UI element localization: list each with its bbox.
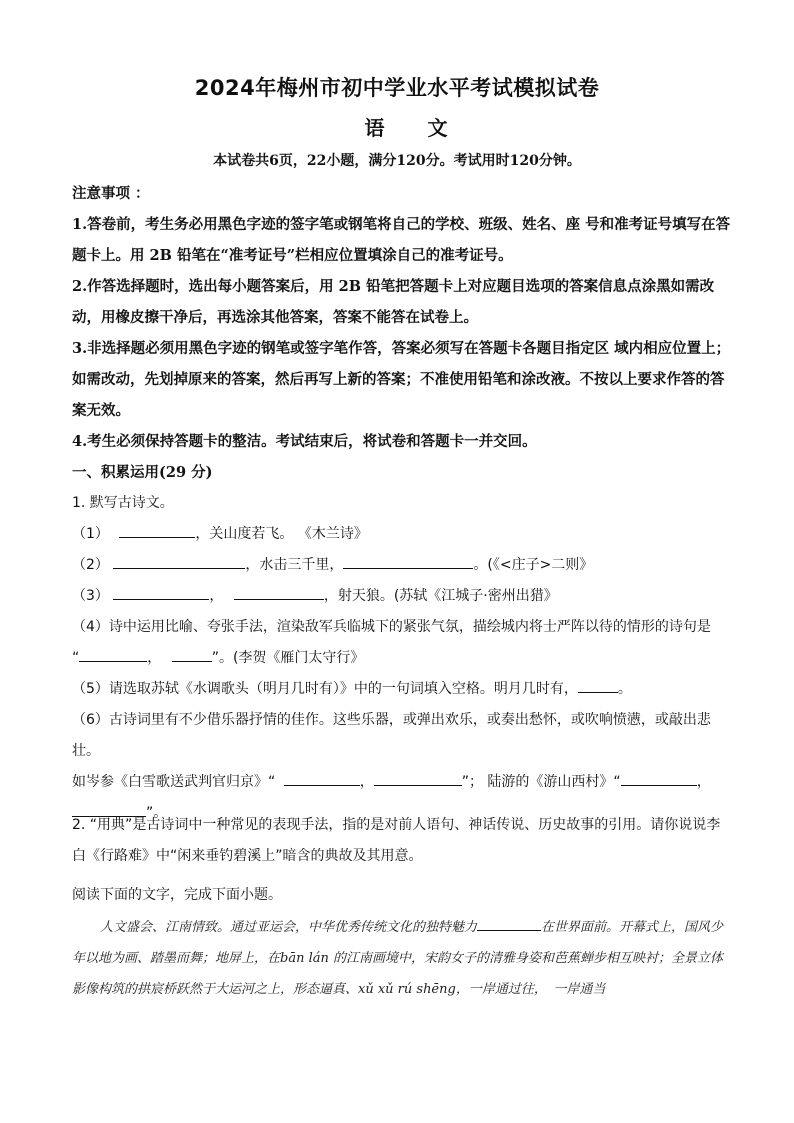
item-text: 如岑参《白雪歌送武判官归京》“	[72, 774, 276, 790]
answer-blank[interactable]	[343, 554, 473, 569]
answer-blank[interactable]	[621, 771, 697, 786]
item-number: （2）	[72, 557, 109, 573]
item-number: （1）	[72, 526, 109, 542]
exam-info: 本试卷共6页，22小题，满分120分。考试用时120分钟。	[213, 153, 581, 169]
question-1	[72, 488, 732, 829]
item-text: （6）古诗词里有不少借乐器抒情的佳作。这些乐器，或弹出欢乐，或奏出愁怀，或吹响愤懑，或敲出悲壮。	[72, 712, 711, 759]
item-text: ，	[359, 774, 374, 790]
item-text: ”。	[146, 805, 168, 821]
item-text: ，射天狼。(苏轼《江城子·密州出猎》	[323, 588, 558, 604]
notice-item-4: 4.考生必须保持答题卡的整洁。考试结束后，将试卷和答题卡一并交回。	[72, 433, 537, 450]
reading-intro: 阅读下面的文字，完成下面小题。	[72, 887, 282, 903]
item-text: 。(《<庄子>二则》	[473, 557, 594, 573]
section-heading: 一、积累运用(29 分)	[72, 464, 213, 481]
question-1-item-2	[72, 550, 732, 581]
answer-blank[interactable]	[113, 554, 245, 569]
subject-heading: 语 文	[364, 116, 466, 140]
question-1-item-5	[72, 674, 732, 705]
item-text: （5）请选取苏轼《水调歌头（明月几时有）》中的一句词填入空格。明月几时有，	[72, 681, 578, 697]
notice-item-1: 1.答卷前，考生务必用黑色字迹的签字笔或钢笔将自己的学校、班级、姓名、座 号和准考证号填写在答题卡上。用 2B 铅笔在“准考证号”栏相应位置填涂自己的准考证号。	[72, 216, 731, 264]
question-1-item-3	[72, 581, 732, 612]
item-text: ，	[147, 650, 162, 666]
item-text: 。	[617, 681, 632, 697]
answer-blank[interactable]	[119, 523, 195, 538]
answer-blank[interactable]	[234, 585, 324, 600]
item-text: ”。(李贺《雁门太守行》	[211, 650, 365, 666]
answer-blank[interactable]	[284, 771, 360, 786]
question-1-stem: 1. 默写古诗文。	[72, 495, 174, 511]
question-1-item-1	[72, 519, 732, 550]
answer-blank[interactable]	[79, 647, 147, 662]
item-text: “	[72, 650, 80, 666]
question-2: 2. “用典”是古诗词中一种常见的表现手法，指的是对前人语句、神话传说、历史故事的引用。请你说说李白《行路难》中“闲来垂钓碧溪上”暗含的典故及其用意。	[72, 817, 721, 864]
notice-section	[72, 178, 732, 457]
answer-blank[interactable]	[374, 771, 462, 786]
item-text: ”； 陆游的《游山西村》“	[461, 774, 621, 790]
answer-blank[interactable]	[477, 916, 541, 931]
reading-passage	[72, 912, 732, 1005]
exam-title: 2024年梅州市初中学业水平考试模拟试卷	[194, 76, 600, 100]
passage-text: 人文盛会、江南情致。通过亚运会，中华优秀传统文化的独特魅力	[100, 920, 478, 935]
answer-blank[interactable]	[172, 647, 212, 662]
item-text: ，	[696, 774, 711, 790]
question-1-item-4	[72, 612, 732, 674]
item-text: （4）诗中运用比喻、夸张手法，渲染敌军兵临城下的紧张气氛，描绘城内将士严阵以待的情形的诗句是	[72, 619, 711, 635]
notice-item-3: 3.非选择题必须用黑色字迹的钢笔或签字笔作答，答案必须写在答题卡各题目指定区 域内相应位置上；如需改动，先划掉原来的答案，然后再写上新的答案；不准使用铅笔和涂改液。不按以上要求作答的答案无效。	[72, 340, 731, 419]
passage-text: 在世界面前。开幕式上，国风少年以地为画、踏墨而舞；地屏上，在bān lán 的江南画境中，宋韵女子的清雅身姿和芭蕉蝉步相互映衬；全景立体影像构筑的拱宸桥跃然于大运河之上，形态逼真、xǔ xǔ rú shēng，一岸通过往， 一岸通当	[72, 920, 724, 997]
answer-blank[interactable]	[578, 678, 618, 693]
item-text: ，关山度若飞。 《木兰诗》	[195, 526, 368, 542]
notice-item-2: 2.作答选择题时，选出每小题答案后，用 2B 铅笔把答题卡上对应题目选项的答案信息点涂黑如需改动，用橡皮擦干净后，再选涂其他答案，答案不能答在试卷上。	[72, 278, 715, 326]
item-number: （3）	[72, 588, 109, 604]
item-text: ，	[209, 588, 224, 604]
answer-blank[interactable]	[113, 585, 209, 600]
item-text: ，水击三千里，	[245, 557, 344, 573]
notice-heading: 注意事项 ：	[72, 185, 150, 202]
